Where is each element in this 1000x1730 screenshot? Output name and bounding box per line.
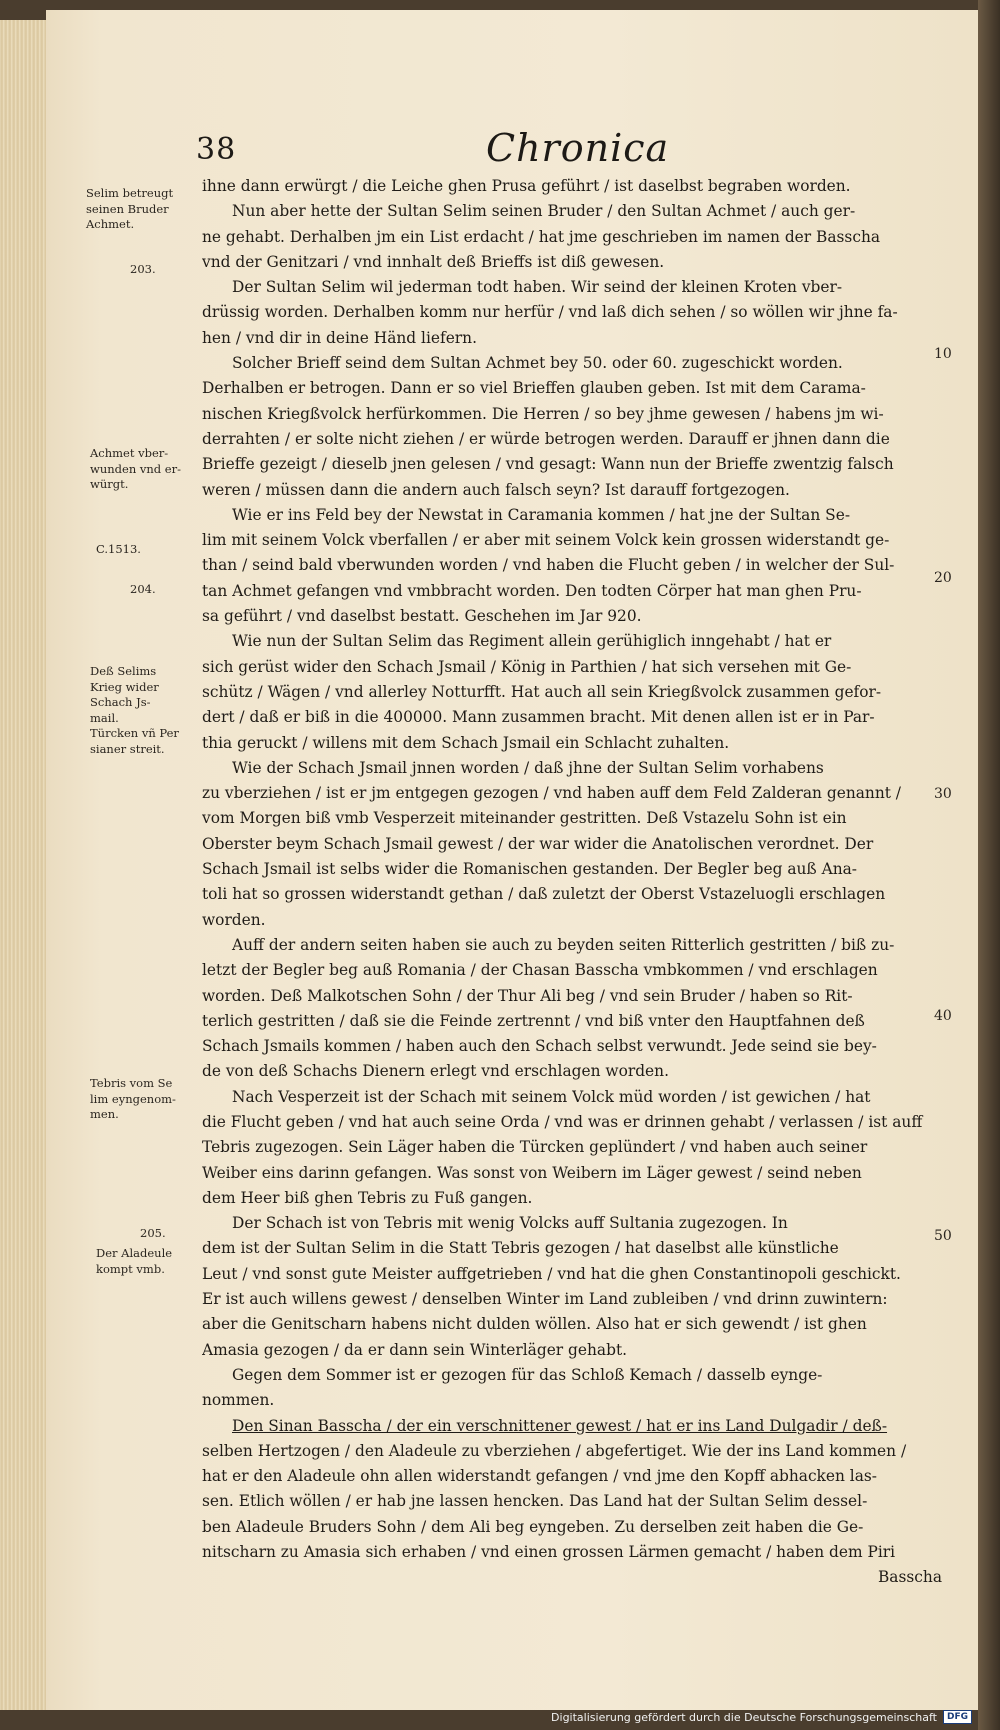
body-line: drüssig worden. Derhalben komm nur herfür / vnd laß dich sehen / so wöllen wir jhne fa-	[202, 303, 898, 322]
body-line: Oberster beym Schach Jsmail gewest / der war wider die Anatolischen verordnet. Der	[202, 834, 874, 853]
body-line: aber die Genitscharn habens nicht dulden wöllen. Also hat er sich gewendt / ist ghen	[202, 1315, 867, 1334]
line-number-marker: 30	[934, 786, 952, 802]
body-line: weren / müssen dann die andern auch falsch seyn? Ist darauff fortgezogen.	[202, 480, 790, 499]
body-line: Basscha	[878, 1568, 942, 1587]
body-text	[202, 174, 942, 1591]
dfg-logo: DFG	[943, 1710, 972, 1724]
margin-note-line: 205.	[140, 1226, 166, 1240]
body-line: Wie er ins Feld bey der Newstat in Caramania kommen / hat jne der Sultan Se-	[232, 505, 851, 524]
body-line: worden. Deß Malkotschen Sohn / der Thur Ali beg / vnd sein Bruder / haben so Rit-	[202, 986, 853, 1005]
line-number-marker: 50	[934, 1228, 952, 1244]
book-page-edges	[0, 20, 48, 1710]
margin-note-line: Deß Selims	[90, 664, 157, 678]
body-line: hen / vnd dir in deine Händ liefern.	[202, 328, 477, 347]
body-line: lim mit seinem Volck vberfallen / er aber mit seinem Volck kein grossen widerstandt ge-	[202, 531, 890, 550]
margin-note	[130, 262, 242, 278]
body-line: worden.	[202, 910, 266, 929]
margin-note	[96, 1246, 208, 1277]
body-line: terlich gestritten / daß sie die Feinde zertrennt / vnd biß vnter den Hauptfahnen deß	[202, 1011, 865, 1030]
body-line: Nun aber hette der Sultan Selim seinen Bruder / den Sultan Achmet / auch ger-	[232, 202, 856, 221]
margin-note-line: 204.	[130, 582, 156, 596]
margin-note-line: würgt.	[90, 477, 129, 491]
footer-text: Digitalisierung gefördert durch die Deutsche Forschungsgemeinschaft	[551, 1710, 937, 1724]
page-number: 38	[196, 132, 237, 167]
body-line: dem Heer biß ghen Tebris zu Fuß gangen.	[202, 1188, 533, 1207]
body-line: ne gehabt. Derhalben jm ein List erdacht / hat jme geschrieben im namen der Basscha	[202, 227, 881, 246]
body-line: sich gerüst wider den Schach Jsmail / König in Parthien / hat sich versehen mit Ge-	[202, 657, 852, 676]
body-line: derrahten / er solte nicht ziehen / er würde betrogen werden. Darauff er jhnen dann die	[202, 429, 890, 448]
margin-note-line: lim eyngenom-	[90, 1091, 176, 1106]
body-line: Wie der Schach Jsmail jnnen worden / daß jhne der Sultan Selim vorhabens	[232, 758, 824, 777]
margin-note-line: kompt vmb.	[96, 1261, 165, 1276]
margin-note-line: sianer streit.	[90, 741, 165, 756]
body-line: nommen.	[202, 1391, 275, 1410]
margin-note	[90, 664, 202, 757]
body-line: Wie nun der Sultan Selim das Regiment allein gerühiglich inngehabt / hat er	[232, 632, 832, 651]
body-line: Leut / vnd sonst gute Meister auffgetrieben / vnd hat die ghen Constantinopoli geschickt.	[202, 1264, 901, 1283]
line-number-marker: 20	[934, 570, 952, 586]
body-line: Amasia gezogen / da er dann sein Winterläger gehabt.	[202, 1340, 628, 1359]
body-line: Auff der andern seiten haben sie auch zu beyden seiten Ritterlich gestritten / biß zu-	[232, 935, 895, 954]
body-line: Er ist auch willens gewest / denselben Winter im Land zubleiben / vnd drinn zuwintern:	[202, 1290, 888, 1309]
body-line: than / seind bald vberwunden worden / vnd haben die Flucht geben / in welcher der Sul-	[202, 556, 895, 575]
body-line: thia geruckt / willens mit dem Schach Jsmail ein Schlacht zuhalten.	[202, 733, 730, 752]
body-line: zu vberziehen / ist er jm entgegen gezogen / vnd haben auff dem Feld Zalderan genannt /	[202, 784, 901, 803]
body-line: letzt der Begler beg auß Romania / der Chasan Basscha vmbkommen / vnd erschlagen	[202, 961, 878, 980]
body-line: Der Schach ist von Tebris mit wenig Volcks auff Sultania zugezogen. In	[232, 1214, 788, 1233]
body-line: Derhalben er betrogen. Dann er so viel Brieffen glauben geben. Ist mit dem Carama-	[202, 379, 866, 398]
margin-note-line: wunden vnd er-	[90, 461, 181, 476]
body-line: Brieffe gezeigt / dieselb jnen gelesen / vnd gesagt: Wann nun der Brieffe zwentzig falsch	[202, 455, 894, 474]
line-number-marker: 10	[934, 346, 952, 362]
body-line: Schach Jsmails kommen / haben auch den Schach selbst verwundt. Jede seind sie bey-	[202, 1037, 877, 1056]
body-line: dert / daß er biß in die 400000. Mann zusammen bracht. Mit denen allen ist er in Par-	[202, 708, 875, 727]
margin-note	[90, 446, 202, 493]
body-line: die Flucht geben / vnd hat auch seine Orda / vnd was er drinnen gehabt / verlassen / ist auff	[202, 1112, 923, 1131]
margin-note-line: mail.	[90, 710, 119, 725]
margin-note-line: Krieg wider	[90, 679, 159, 694]
body-line: Weiber eins darinn gefangen. Was sonst von Weibern im Läger gewest / seind neben	[202, 1163, 862, 1182]
margin-note-line: 203.	[130, 262, 156, 276]
margin-note-line: Schach Js-	[90, 695, 151, 709]
margin-note-line: Selim betreugt	[86, 186, 174, 200]
margin-note-line: Der Aladeule	[96, 1246, 173, 1260]
margin-note	[140, 1226, 252, 1242]
body-line: Tebris zugezogen. Sein Läger haben die Türcken geplündert / vnd haben auch seiner	[202, 1138, 868, 1157]
digitization-footer	[551, 1710, 972, 1724]
body-line: Den Sinan Basscha / der ein verschnittener gewest / hat er ins Land Dulgadir / deß-	[232, 1416, 888, 1435]
margin-note-line: Achmet vber-	[90, 446, 169, 460]
body-line: sa geführt / vnd daselbst bestatt. Geschehen im Jar 920.	[202, 607, 642, 626]
margin-note	[90, 1076, 202, 1123]
body-line: de von deß Schachs Dienern erlegt vnd erschlagen worden.	[202, 1062, 669, 1081]
margin-note	[130, 582, 242, 598]
margin-note-line: seinen Bruder	[86, 201, 169, 216]
body-line: Der Sultan Selim wil jederman todt haben. Wir seind der kleinen Kroten vber-	[232, 278, 843, 297]
margin-note-line: C.1513.	[96, 542, 141, 556]
body-line: schütz / Wägen / vnd allerley Notturfft. Hat auch all sein Kriegßvolck zusammen gefor-	[202, 682, 882, 701]
margin-note	[86, 186, 198, 233]
margin-note-line: Türcken vñ Per	[90, 726, 179, 740]
running-head: Chronica	[486, 126, 670, 170]
body-line: nischen Kriegßvolck herfürkommen. Die Herren / so bey jhme gewesen / habens jm wi-	[202, 404, 884, 423]
body-line: ben Aladeule Bruders Sohn / dem Ali beg eyngeben. Zu derselben zeit haben die Ge-	[202, 1517, 864, 1536]
body-line: hat er den Aladeule ohn allen widerstandt gefangen / vnd jme den Kopff abhacken las-	[202, 1467, 877, 1486]
body-line: selben Hertzogen / den Aladeule zu vberziehen / abgefertiget. Wie der ins Land kommen /	[202, 1441, 907, 1460]
page-header	[196, 126, 896, 176]
body-line: tan Achmet gefangen vnd vmbbracht worden. Den todten Cörper hat man ghen Pru-	[202, 581, 862, 600]
body-line: vom Morgen biß vmb Vesperzeit miteinander gestritten. Deß Vstazelu Sohn ist ein	[202, 809, 847, 828]
body-line: Schach Jsmail ist selbs wider die Romanischen gestanden. Der Begler beg auß Ana-	[202, 860, 858, 879]
body-line: vnd der Genitzari / vnd innhalt deß Brieffs ist diß gewesen.	[202, 252, 665, 271]
body-line: Gegen dem Sommer ist er gezogen für das Schloß Kemach / dasselb eynge-	[232, 1365, 823, 1384]
body-line: dem ist der Sultan Selim in die Statt Tebris gezogen / hat daselbst alle künstliche	[202, 1239, 839, 1258]
book-binding-edge	[978, 0, 1000, 1730]
body-line: sen. Etlich wöllen / er hab jne lassen hencken. Das Land hat der Sultan Selim dessel-	[202, 1492, 868, 1511]
body-line: Solcher Brieff seind dem Sultan Achmet bey 50. oder 60. zugeschickt worden.	[232, 354, 843, 373]
margin-note	[96, 542, 208, 558]
line-number-marker: 40	[934, 1008, 952, 1024]
body-line: nitscharn zu Amasia sich erhaben / vnd einen grossen Lärmen gemacht / haben dem Piri	[202, 1543, 896, 1562]
body-line: ihne dann erwürgt / die Leiche ghen Prusa geführt / ist daselbst begraben worden.	[202, 177, 851, 195]
margin-note-line: Tebris vom Se	[90, 1076, 173, 1090]
margin-note-line: men.	[90, 1107, 119, 1121]
body-line: Nach Vesperzeit ist der Schach mit seinem Volck müd worden / ist gewichen / hat	[232, 1087, 871, 1106]
margin-note-line: Achmet.	[86, 217, 135, 231]
body-line: toli hat so grossen widerstandt gethan / daß zuletzt der Oberst Vstazeluogli erschlagen	[202, 885, 886, 904]
